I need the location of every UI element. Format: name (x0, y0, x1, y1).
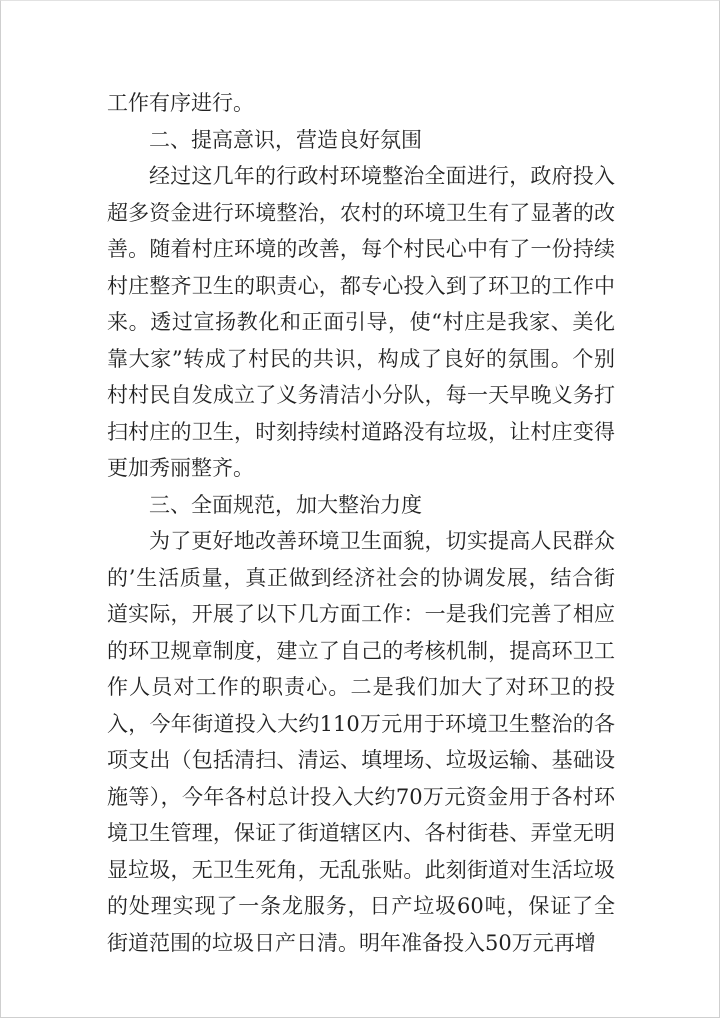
document-body (107, 85, 615, 961)
paragraph-atmosphere: 经过这几年的行政村环境整治全面进行，政府投入超多资金进行环境整治，农村的环境卫生有了显著的改善。随着村庄环境的改善，每个村民心中有了一份持续村庄整齐卫生的职责心，都专心投入到了环卫的工作中来。透过宣扬教化和正面引导，使“村庄是我家、美化靠大家”转成了村民的共识，构成了良好的氛围。个别村村民自发成立了义务清洁小分队，每一天早晚义务打扫村庄的卫生，时刻持续村道路没有垃圾，让村庄变得更加秀丽整齐。 (107, 164, 615, 480)
paragraph-regulation: 为了更好地改善环境卫生面貌，切实提高人民群众的’生活质量，真正做到经济社会的协调发展，结合街道实际，开展了以下几方面工作：一是我们完善了相应的环卫规章制度，建立了自己的考核机制，提高环卫工作人员对工作的职责心。二是我们加大了对环卫的投入，今年街道投入大约110万元用于环境卫生整治的各项支出（包括清扫、清运、填埋场、垃圾运输、基础设施等），今年各村总计投入大约70万元资金用于各村环境卫生管理，保证了街道辖区内、各村街巷、弄堂无明显垃圾，无卫生死角，无乱张贴。此刻街道对生活垃圾的处理实现了一条龙服务，日产垃圾60吨，保证了全街道范围的垃圾日产日清。明年准备投入50万元再增 (107, 529, 615, 955)
paragraph-continuation: 工作有序进行。 (107, 91, 254, 115)
section-heading-3: 三、全面规范，加大整治力度 (149, 492, 422, 517)
section-heading-2: 二、提高意识，营造良好氛围 (149, 127, 422, 152)
